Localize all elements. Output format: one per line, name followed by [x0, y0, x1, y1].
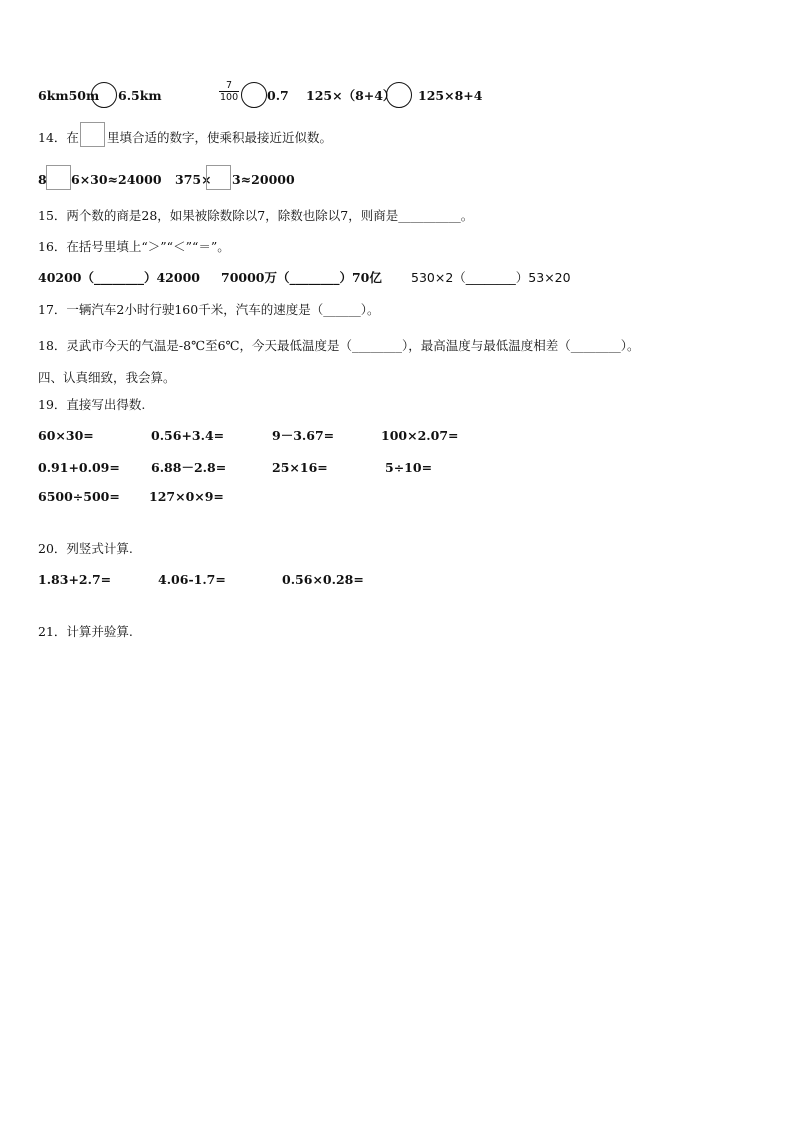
- q14-b-answer-box[interactable]: [206, 165, 231, 190]
- q14-text-after: 里填合适的数字，使乘积最接近近似数。: [107, 130, 333, 145]
- q19-cell: 6.88－2.8=: [151, 460, 227, 475]
- q19-cell: 0.56+3.4=: [151, 428, 225, 443]
- q14-items: [38, 170, 338, 190]
- q15-question: 15．两个数的商是28，如果被除数除以7，除数也除以7，则商是__________。: [38, 208, 474, 223]
- q13-a-compare-circle[interactable]: [91, 82, 117, 108]
- q21-title: 21．计算并验算.: [38, 624, 133, 639]
- q14-b-before: 375×: [175, 172, 212, 187]
- q14-b-after: 3≈20000: [232, 172, 295, 187]
- q13-a-left: 6km50m: [38, 88, 100, 103]
- q19-row-2: [38, 458, 498, 478]
- q14-text-before: 14．在: [38, 130, 79, 145]
- q14-a-after: 6×30≈24000: [71, 172, 162, 187]
- q14-question: [38, 128, 438, 148]
- q20-item: 4.06-1.7=: [158, 572, 226, 587]
- q19-row-3: [38, 487, 498, 507]
- q13-b-fraction: [219, 80, 239, 103]
- q19-cell: 6500÷500=: [38, 489, 120, 504]
- q16-item-a: 40200（________）42000: [38, 270, 200, 285]
- q20-item: 1.83+2.7=: [38, 572, 112, 587]
- q19-cell: 9－3.67=: [272, 428, 335, 443]
- q14-a-before: 8: [38, 172, 47, 187]
- q19-cell: 60×30=: [38, 428, 94, 443]
- q18-question: 18．灵武市今天的气温是-8℃至6℃，今天最低温度是（________），最高温度与最低温度相差（________）。: [38, 338, 640, 353]
- q16-items: [38, 268, 598, 288]
- q20-item: 0.56×0.28=: [282, 572, 364, 587]
- q17-question: 17．一辆汽车2小时行驶160千米，汽车的速度是（______）。: [38, 302, 380, 317]
- q14-example-box: [80, 122, 105, 147]
- q16-item-c: 530×2（________）53×20: [411, 270, 571, 285]
- q13-c-left: 125×（8+4）: [306, 88, 396, 103]
- q19-title: 19．直接写出得数.: [38, 397, 146, 412]
- q13-c-compare-circle[interactable]: [386, 82, 412, 108]
- q19-cell: 127×0×9=: [149, 489, 224, 504]
- section-4-title: 四、认真细致，我会算。: [38, 370, 176, 385]
- q13-a-right: 6.5km: [118, 88, 162, 103]
- q19-cell: 100×2.07=: [381, 428, 459, 443]
- q13-c-right: 125×8+4: [418, 88, 483, 103]
- q16-item-b: 70000万（________）70亿: [221, 270, 382, 285]
- q13-b-numerator: 7: [226, 80, 233, 91]
- q13-row: [38, 80, 538, 106]
- q20-title: 20．列竖式计算.: [38, 541, 133, 556]
- q16-question: 16．在括号里填上“＞”“＜”“＝”。: [38, 239, 230, 254]
- q13-b-compare-circle[interactable]: [241, 82, 267, 108]
- q19-row-1: [38, 426, 498, 446]
- q13-b-right: 0.7: [267, 88, 289, 103]
- q19-cell: 25×16=: [272, 460, 328, 475]
- q13-b-denominator: 100: [220, 92, 239, 103]
- q19-cell: 5÷10=: [385, 460, 433, 475]
- q19-cell: 0.91+0.09=: [38, 460, 120, 475]
- q20-items: [38, 570, 438, 590]
- q14-a-answer-box[interactable]: [46, 165, 71, 190]
